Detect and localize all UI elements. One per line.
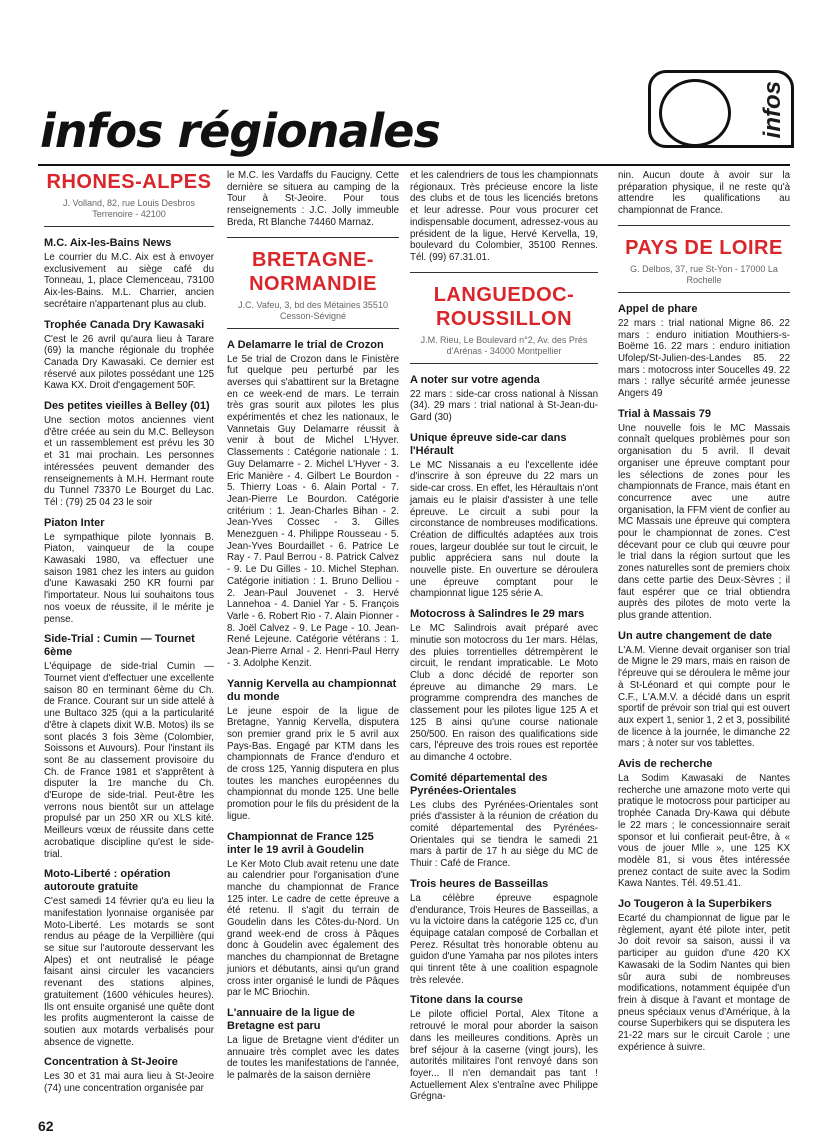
logo-emblem-icon xyxy=(659,79,731,147)
region-correspondent-address: J.C. Vafeu, 3, bd des Métairies 35510 Cesson-Sévigné xyxy=(227,300,399,329)
article-headline: Comité départemental des Pyrénées-Orientales xyxy=(410,771,548,797)
column-intro-text: nin. Aucun doute à avoir sur la préparation physique, il ne reste qu'à attendre les qualifications au championnat de France. xyxy=(618,170,790,217)
article-body: L'A.M. Vienne devait organiser son trial de Migne le 29 mars, mais en raison de l'épreuve qui se déroulera le même jour à St-Léonard et qui compte pour le C.F., L'A.M.V. a décidé dans un esprit sportif de prévoir son trial qui est ouvert aux expert 1, senior 1, 2 et 3, possibilité de licence à la journée, le dimanche 22 mars ; à noter sur vos tablettes. xyxy=(618,644,790,750)
column-4 xyxy=(618,170,790,1055)
article-headline: Des petites vieilles à Belley (01) xyxy=(44,400,210,413)
region-heading: PAYS DE LOIRE xyxy=(618,225,790,260)
article-body: Le 5e trial de Crozon dans le Finistère fut quelque peu perturbé par les averses qui s'abattirent sur la Bretagne en ce week-end de mars. Le terrain très gras sourit aux pilotes les plus expérimentés et chez les nationaux, le Vannetais Guy Delamarre réussit à venir à bout de Michel L'Hyver. Classements : Catégorie nationale : 1. Guy Delamarre - 2. Michel L'Hyver - 3. Eric Manière - 4. Gilbert Le Bourdon - 5. Thierry Loas - 6. Alain Portal - 7. Jean-Pierre Le Bourdon. Catégorie critérium : 1. Jean-Charles Bihan - 2. Jean-Yves Cossec - 3. Gilles Menezguen - 4. Philippe Rousseau - 5. Jean-Yves Bourdaillet - 6. Patrice Le Ray - 7. Paul Berrou - 8. Patrick Calvez - 9. Le Du Gilles - 10. Michel Stephan. Catégorie initiation : 1. Bruno Delliou - 2. Jean-Paul Jouvenet - 3. Hervé Lannehoa - 4. Daniel Yar - 5. François Varle - 6. Robert Rio - 7. Alain Pionner - 8. Joël Calvez - 9. Le Page - 10. Jean-René Lejeune. Catégorie vétérans : 1. Jean-Pierre Arnal - 2. Henri-Paul Herry - 3. Adolphe Kenzit. xyxy=(227,353,399,669)
article-body: Le sympathique pilote lyonnais B. Piaton, vainqueur de la coupe Kawasaki 1980, va effectuer une saison 1981 chez les inters au guidon d'une Kawasaki 250 KR fourni par l'importateur. Nous lui souhaitons tous nos voeux de réussite, il le mérite je pense. xyxy=(44,531,214,625)
article-headline: Trois heures de Basseillas xyxy=(410,877,549,890)
region-heading: BRETAGNE-NORMANDIE xyxy=(227,237,399,296)
region-correspondent-address: J. Volland, 82, rue Louis Desbros Terrenoire - 42100 xyxy=(44,198,214,227)
article-body: 22 mars : side-car cross national à Nissan (34). 29 mars : trial national à St-Jean-du-Gard (30) xyxy=(410,388,598,424)
article-headline: Unique épreuve side-car dans l'Hérault xyxy=(410,431,567,457)
article-body: 22 mars : trial national Migne 86. 22 mars : enduro initiation Mouthiers-s-Boëme 16. 22 mars : enduro initiation Ufolep/St-Julien-des-Landes 85. 22 mars : motocross inter Soucelles 49. 22 mars : rallye sécurité armée jeunesse Angers 49 xyxy=(618,317,790,400)
region-heading: LANGUEDOC-ROUSSILLON xyxy=(410,272,598,331)
article-body: La célèbre épreuve espagnole d'endurance, Trois Heures de Basseillas, a vu la victoire dans la catégorie 125 cc, d'un équipage catalan composé de Corballan et Perez. Résultat très honorable obtenu au guidon d'une Yamaha par nos pilotes inters qui tinrent tête à une coalition espagnole très relevée. xyxy=(410,892,598,986)
article-body: La ligue de Bretagne vient d'éditer un annuaire très complet avec les dates de toutes les manifestations de l'année, le palmarès de la saison dernière xyxy=(227,1034,399,1082)
article-body: Les 30 et 31 mai aura lieu à St-Jeoire (74) une concentration organisée par xyxy=(44,1071,214,1095)
article-body: Le pilote officiel Portal, Alex Titone a retrouvé le moral pour aborder la saison dans les meilleures conditions. Après un bref séjour à la caserne (vingt jours), les autorités militaires l'ont renvoyé dans son foyer... Il n'en demandait pas tant ! Actuellement Alex s'entraîne avec Philippe Grégna- xyxy=(410,1009,598,1103)
article-headline: Titone dans la course xyxy=(410,994,523,1007)
article-headline: Trophée Canada Dry Kawasaki xyxy=(44,318,205,331)
article-headline: Trial à Massais 79 xyxy=(618,407,711,420)
column-3 xyxy=(410,170,598,1105)
article-body: Une nouvelle fois le MC Massais connaît quelques problèmes pour son organisation du 5 avril. Il devait organiser une épreuve comptant pour les sélections de zones pour les championnats de France, mais étant en concurrence avec une autre organisation, la FFM vient de confier au MC Massais une épreuve qui comptera pour le championnat de zones. C'est décevant pour ce club qui œuvre pour le trial dans la région surtout que les zones naturelles sont de premiers choix dans cette partie des Deux-Sèvres ; il faut espérer que ce trial obtiendra auprès des pilotes de moto verte la plus grande attention. xyxy=(618,422,790,621)
article-headline: M.C. Aix-les-Bains News xyxy=(44,237,172,249)
article-body: Les clubs des Pyrénées-Orientales sont priés d'assister à la réunion de création du comité départemental des Pyrénées-Orientales qui se tiendra le samedi 21 mars à partir de 17 h au siège du MC de Thuir : Café de France. xyxy=(410,799,598,870)
region-correspondent-address: G. Delbos, 37, rue St-Yon - 17000 La Rochelle xyxy=(618,264,790,293)
article-body: Une section motos anciennes vient d'être créée au sein du M.C. Belleyson et un rassemblement est prévu les 30 et 31 mai prochain. Les personnes intéressées peuvent demander des renseignements à M.H. Hermant route du Tunnel 73370 Le Bourget du Lac. Tél : (79) 25 04 23 le soir xyxy=(44,415,214,508)
article-headline: Yannig Kervella au championnat du monde xyxy=(227,677,397,703)
article-headline: Appel de phare xyxy=(618,302,698,315)
article-headline: Side-Trial : Cumin — Tournet 6ème xyxy=(44,633,195,659)
article-headline: A Delamarre le trial de Crozon xyxy=(227,338,384,351)
page-number: 62 xyxy=(38,1118,54,1134)
article-body: Ecarté du championnat de ligue par le règlement, ayant été pilote inter, petit Jo doit revoir sa saison, aussi il va participer au guidon d'une 420 KX Kawasaki de la Sodim Nantes qui bien sûr aura subi de nombreuses modifications, notamment équipée d'un frein à disque à l'avant et montage de pneus spéciaux venus d'Amérique, à la course Superbikers qui se disputera les 21-22 mars sur le circuit Carole ; une expérience à suivre. xyxy=(618,913,790,1053)
article-body: Le courrier du M.C. Aix est à envoyer exclusivement au siège café du Tonneau, 1, place Clemenceau, 73100 Aix-les-Bains. M.L. Charrier, ancien secrétaire n'appartenant plus au club. xyxy=(44,252,214,310)
article-headline: L'annuaire de la ligue de Bretagne est paru xyxy=(227,1006,355,1032)
infos-logo xyxy=(648,70,794,148)
article-body: C'est le 26 avril qu'aura lieu à Tarare (69) la manche régionale du trophée Canada Dry Kawasaki. Ce dernier est réservé aux pilotes possédant une 125 Kawa KX. Droit d'engagement 50F. xyxy=(44,333,214,392)
article-headline: Championnat de France 125 inter le 19 avril à Goudelin xyxy=(227,830,374,856)
article-body: Le jeune espoir de la ligue de Bretagne, Yannig Kervella, disputera son premier grand prix le 5 avril aux Pays-Bas. Engagé par KTM dans les championnats de France d'enduro et de cross 125, Yannig disputera en plus toutes les manches européennes du championnat du monde 125. Une belle promotion pour le fils du président de la ligue. xyxy=(227,705,399,822)
column-intro-text: et les calendriers de tous les championnats régionaux. Très précieuse encore la liste des clubs et de tous les licenciés bretons et leur adresse. Pour vous procurer cet indispensable document, adressez-vous au président de la ligue, Hervé Kervella, 19, boulevard du Colombier, 35100 Rennes. Tél. (99) 67.31.01. xyxy=(410,170,598,263)
logo-text: infos xyxy=(759,81,786,139)
article-body: La Sodim Kawasaki de Nantes recherche une amazone moto verte qui pratique le motocross pour participer au trophée Canada Dry-Kawa qui débute le 22 mars ; le concessionnaire serait sponsor et lui confierait peut-être, à « vous de jouer Mlle », une 125 KX modèle 81, si vous êtes intéressée prenez contact de suite avec la Sodim Kawa Nantes. Tél. 49.51.41. xyxy=(618,773,790,890)
article-headline: Un autre changement de date xyxy=(618,629,773,642)
region-correspondent-address: J.M. Rieu, Le Boulevard n°2, Av. des Prés d'Arénas - 34000 Montpellier xyxy=(410,335,598,364)
header-rule xyxy=(38,164,790,166)
article-body: Le Ker Moto Club avait retenu une date au calendrier pour l'organisation d'une manche du championnat de France 125 inter. Le cadre de cette épreuve a été retenu. Il s'agit du terrain de Goudelin dans les Côtes-du-Nord. Un grand week-end de cross à Pâques donc à Goudelin avec également des manches du championnat de Bretagne juniors et débutants, ainsi qu'un grand cross inter organisé le lundi de Pâques par le MC Briochin. xyxy=(227,858,399,999)
page-title: infos régionales xyxy=(40,104,440,158)
article-body: L'équipage de side-trial Cumin — Tournet vient d'effectuer une excellente saison 80 en terminant 6ème du Ch. de France. Courant sur un side attelé à une Bultaco 325 (qui a la particularité d'être à clapets dixit W.B. Motos) ils se sont placés 3 fois 3ème (Colombier, Soissons et Auvours). Pour l'instant ils sont 8e au classement provisoire du Ch. de France 1981 et s'apprêtent à disputer la 1re manche du Ch. d'Europe de side-trial. Peut-être les verrons nous bientôt sur un attelage propulsé par un 250 XR ou XLS kité. Meilleurs vœux de réussite dans cette acrobatique discipline qu'est le side-trial. xyxy=(44,661,214,860)
column-1 xyxy=(44,170,214,1097)
region-heading: RHONES-ALPES xyxy=(46,171,212,193)
article-headline: Motocross à Salindres le 29 mars xyxy=(410,608,585,621)
article-body: C'est samedi 14 février qu'a eu lieu la manifestation lyonnaise organisée par Moto-Liberté. Les motards se sont rendus au péage de la Verpillière (qui se situe sur l'autoroute desservant les Alpes) et ont neutralisé le péage faisant ainsi circuler les vacanciers revenant des stations alpines, gratuitement (1600 véhicules heures). Ils ont ensuite organisé une quête dont les profits augmenteront la caisse de soutien aux motards verbalisés pour absence de vignette. xyxy=(44,896,214,1048)
article-headline: Avis de recherche xyxy=(618,758,713,771)
article-headline: Moto-Liberté : opération autoroute gratuite xyxy=(44,868,171,894)
article-headline: Jo Tougeron à la Superbikers xyxy=(618,898,772,911)
column-2 xyxy=(227,170,399,1084)
article-body: Le MC Nissanais a eu l'excellente idée d'inscrire à son épreuve du 22 mars un side-car cross. En effet, les Héraultais n'ont jamais eu le plaisir d'assister à une telle épreuve. Le circuit a subi pour la circonstance de nombreuses modifications. Création de difficultés adaptées aux trois roues, largeur doublée sur tout le circuit, le public appréciera sans nul doute la nouvelle piste. En ouverture se déroulera une épreuve comptant pour le championnat ligue 125 série A. xyxy=(410,459,598,600)
article-body: Le MC Salindrois avait préparé avec minutie son motocross du 1er mars. Hélas, des pluies torrentielles détrempèrent le circuit, le rendant impraticable. Le Moto Club a donc décidé de reporter son épreuve au dimanche 29 mars. Le programme comprendra des manches de classement pour les pilotes ligue 125 A et 125 B ainsi qu'une course nationale 250/500. En raison des qualifications side cars, l'épreuve des trois roues est reportée au dimanche 4 octobre. xyxy=(410,623,598,763)
article-headline: Piaton Inter xyxy=(44,516,105,529)
article-headline: A noter sur votre agenda xyxy=(410,373,540,386)
article-headline: Concentration à St-Jeoire xyxy=(44,1056,178,1069)
column-intro-text: le M.C. les Vardaffs du Faucigny. Cette dernière se situera au camping de la Tour à St-Jeoire. Pour tous renseignements : J.C. Jolly immeuble Breda, Rt Blanche 74460 Marnaz. xyxy=(227,170,399,228)
